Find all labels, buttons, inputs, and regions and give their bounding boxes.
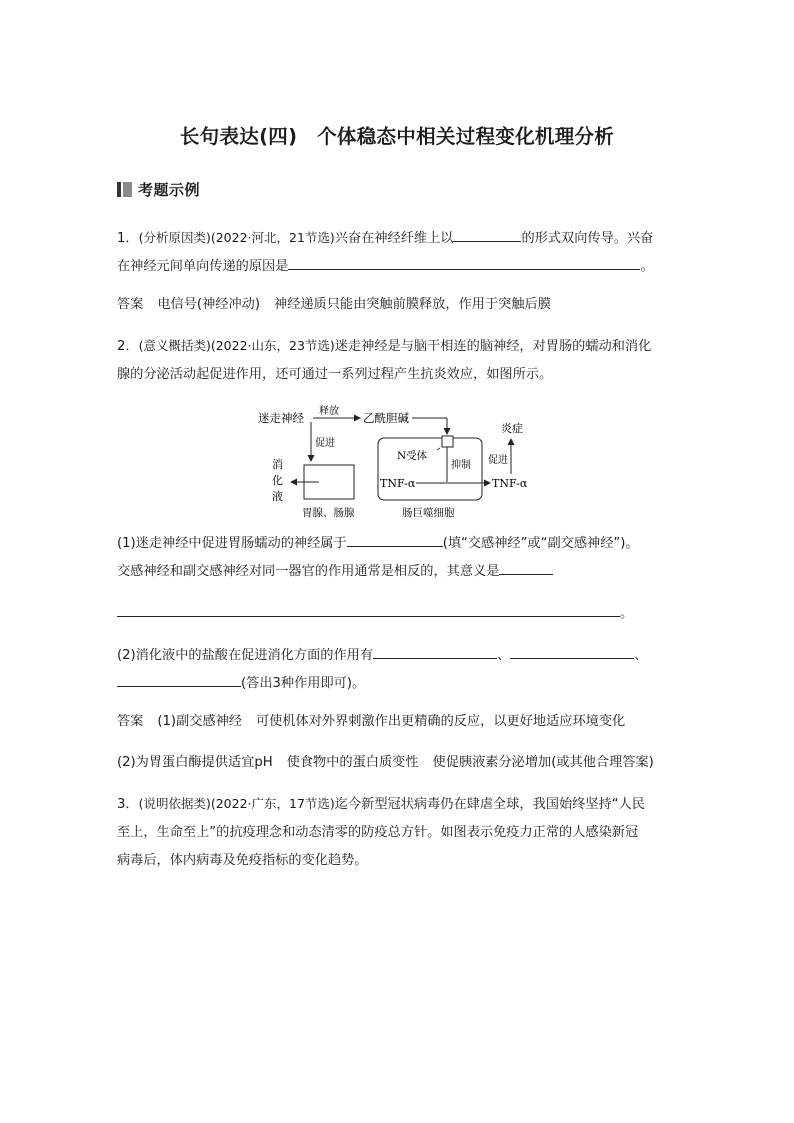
tnf-right-label: TNF-α: [492, 477, 528, 490]
question-text: (1)迷走神经中促进胃肠蠕动的神经属于: [117, 536, 347, 551]
question-number: 1．: [117, 231, 139, 246]
question-text: 兴奋在神经纤维上以: [334, 231, 454, 246]
answer-blank[interactable]: [117, 601, 620, 617]
answer-2-line2: [117, 749, 697, 777]
answer-text: 使促胰液素分泌增加(或其他合理答案): [432, 755, 654, 770]
page-title: 长句表达(四) 个体稳态中相关过程变化机理分析: [179, 125, 615, 148]
question-source: (说明依据类)(2022·广东，17节选): [138, 796, 335, 811]
answer-blank[interactable]: [288, 254, 640, 270]
question-text: 在神经元间单向传递的原因是: [117, 259, 289, 274]
answer-1: [117, 291, 682, 319]
section-marker-icon: [117, 182, 121, 197]
question-1: [117, 224, 682, 281]
question-text: 的形式双向传导。兴奋: [521, 231, 654, 246]
answer-key-label: 答案: [117, 297, 144, 312]
section-header: [117, 178, 200, 200]
answer-text: 电信号(神经冲动): [157, 297, 260, 312]
answer-text: 使食物中的蛋白质变性: [286, 755, 419, 770]
digest-char: 化: [272, 474, 283, 487]
release-label: 释放: [319, 406, 339, 417]
question-3: [117, 790, 687, 875]
question-text: (答出3种作用即可)。: [241, 676, 366, 691]
question-text: 。: [640, 259, 654, 274]
question-source: (分析原因类)(2022·河北，21节选): [138, 230, 335, 245]
answer-blank[interactable]: [510, 643, 634, 659]
question-2-1-line2: [117, 600, 682, 628]
macrophage-label: 肠巨噬细胞: [402, 507, 455, 519]
receptor-label: N受体: [397, 450, 428, 462]
question-2-2: [117, 642, 697, 698]
ach-label: 乙酰胆碱: [363, 411, 409, 425]
answer-text: (2)为胃蛋白酶提供适宜pH: [117, 755, 273, 770]
tnf-left-label: TNF-α: [380, 477, 416, 490]
answer-2-line1: [117, 708, 697, 736]
question-text: 腺的分泌活动起促进作用，还可通过一系列过程产生抗炎效应，如图所示。: [117, 367, 553, 382]
section-marker-icon: [123, 182, 132, 197]
separator: 、: [634, 648, 648, 663]
question-text: (2)消化液中的盐酸在促进消化方面的作用有: [117, 648, 374, 663]
question-text: 迷走神经是与脑干相连的脑神经，对胃肠的蠕动和消化: [334, 339, 652, 354]
vagus-label: 迷走神经: [258, 411, 304, 425]
vagus-nerve-diagram: [256, 404, 546, 522]
question-text: 病毒后，体内病毒及免疫指标的变化趋势。: [117, 853, 368, 868]
question-source: (意义概括类)(2022·山东，23节选): [138, 338, 335, 353]
answer-text: 神经递质只能由突触前膜释放，作用于突触后膜: [273, 297, 551, 312]
answer-blank[interactable]: [499, 559, 553, 575]
answer-blank[interactable]: [453, 226, 521, 242]
question-2-1: [117, 530, 697, 586]
question-text: 交感神经和副交感神经对同一器官的作用通常是相反的，其意义是: [117, 564, 500, 579]
question-text: 迄今新型冠状病毒仍在肆虐全球，我国始终坚持“人民: [334, 797, 645, 812]
section-label: 考题示例: [138, 180, 201, 199]
question-text: 。: [620, 606, 634, 621]
answer-blank[interactable]: [347, 531, 443, 547]
promote2-label: 促进: [488, 455, 508, 466]
question-number: 2．: [117, 339, 139, 354]
receptor-icon: [442, 436, 453, 447]
inflammation-label: 炎症: [501, 422, 523, 435]
answer-key-label: 答案: [117, 714, 144, 729]
question-2: [117, 332, 682, 389]
gland-label: 胃腺、肠腺: [302, 507, 355, 519]
inhibit-label: 抑制: [451, 460, 471, 471]
answer-blank[interactable]: [373, 643, 497, 659]
question-text: 至上，生命至上”的抗疫理念和动态清零的防疫总方针。如图表示免疫力正常的人感染新冠: [117, 825, 639, 840]
digest-char: 液: [272, 490, 283, 503]
separator: 、: [497, 648, 511, 663]
promote-label: 促进: [315, 438, 335, 449]
question-text: (填“交感神经”或“副交感神经”)。: [442, 536, 639, 551]
question-number: 3．: [117, 797, 139, 812]
digest-char: 消: [272, 458, 283, 471]
answer-text: (1)副交感神经: [157, 714, 242, 729]
answer-text: 可使机体对外界刺激作出更精确的反应，以更好地适应环境变化: [256, 714, 626, 729]
answer-blank[interactable]: [117, 671, 241, 687]
